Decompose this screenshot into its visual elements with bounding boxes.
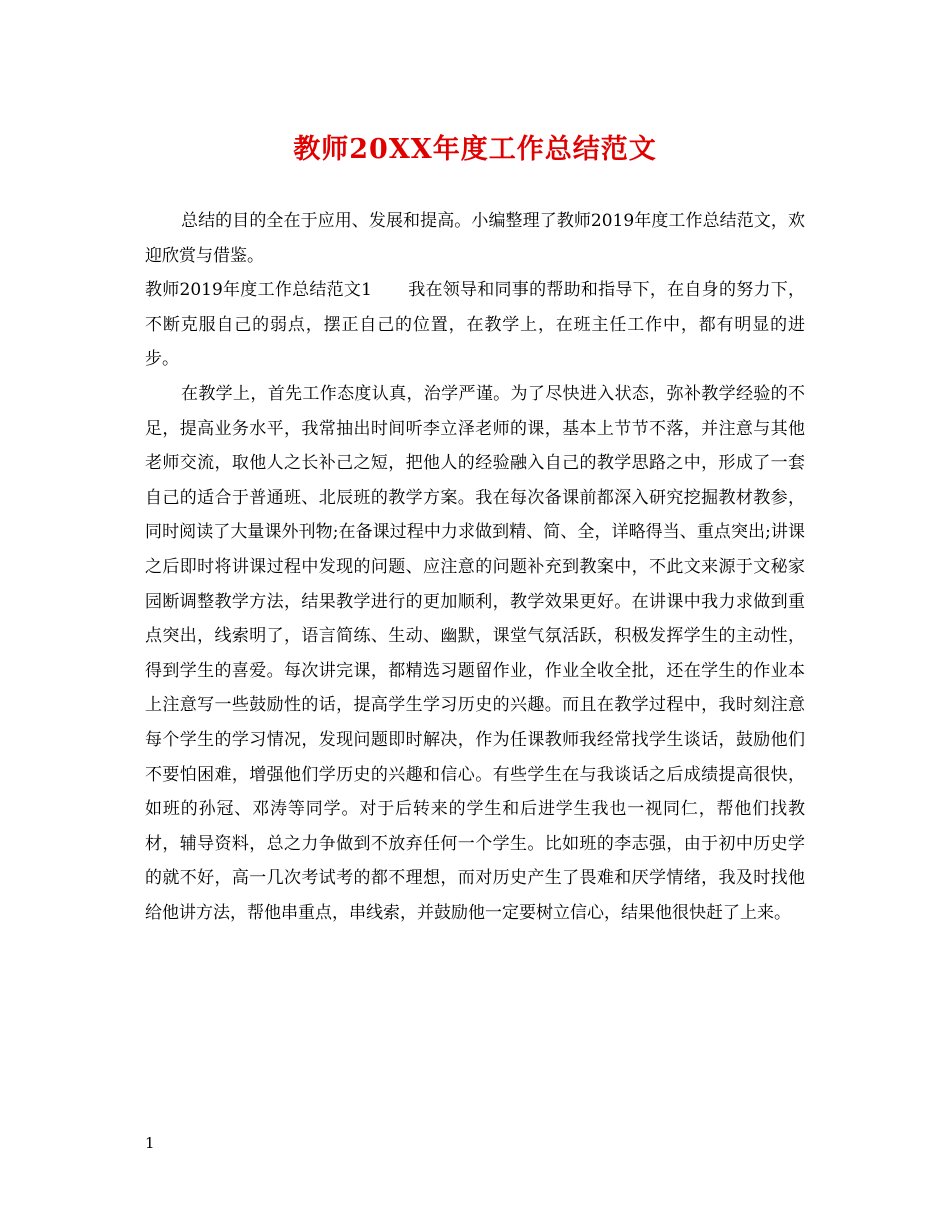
section-paragraph	[145, 273, 805, 377]
teaching-paragraph: 在教学上，首先工作态度认真，治学严谨。为了尽快进入状态，弥补教学经验的不足，提高业务水平，我常抽出时间听李立泽老师的课，基本上节节不落，并注意与其他老师交流，取他人之长补己之短，把他人的经验融入自己的教学思路之中，形成了一套自己的适合于普通班、北辰班的教学方案。我在每次备课前都深入研究挖掘教材教参，同时阅读了大量课外刊物;在备课过程中力求做到精、简、全，详略得当、重点突出;讲课之后即时将讲课过程中发现的问题、应注意的问题补充到教案中，不此文来源于文秘家园断调整教学方法，结果教学进行的更加顺利，教学效果更好。在讲课中我力求做到重点突出，线索明了，语言简练、生动、幽默，课堂气氛活跃，积极发挥学生的主动性，得到学生的喜爱。每次讲完课，都精选习题留作业，作业全收全批，还在学生的作业本上注意写一些鼓励性的话，提高学生学习历史的兴趣。而且在教学过程中，我时刻注意每个学生的学习情况，发现问题即时解决，作为任课教师我经常找学生谈话，鼓励他们不要怕困难，增强他们学历史的兴趣和信心。有些学生在与我谈话之后成绩提高很快，如班的孙冠、邓涛等同学。对于后转来的学生和后进学生我也一视同仁，帮他们找教材，辅导资料，总之力争做到不放弃任何一个学生。比如班的李志强，由于初中历史学的就不好，高一几次考试考的都不理想，而对历史产生了畏难和厌学情绪，我及时找他给他讲方法，帮他串重点，串线索，并鼓励他一定要树立信心，结果他很快赶了上来。	[145, 383, 805, 923]
page-number: 1	[145, 1134, 155, 1152]
section-paragraph-text: 我在领导和同事的帮助和指导下，在自身的努力下，不断克服自己的弱点，摆正自己的位置，在教学上，在班主任工作中，都有明显的进步。	[145, 280, 805, 370]
document-body	[145, 204, 805, 930]
intro-paragraph: 总结的目的全在于应用、发展和提高。小编整理了教师2019年度工作总结范文，欢迎欣赏与借鉴。	[145, 211, 805, 266]
document-title: 教师20XX年度工作总结范文	[293, 134, 657, 165]
section-heading: 教师2019年度工作总结范文1	[145, 280, 372, 301]
